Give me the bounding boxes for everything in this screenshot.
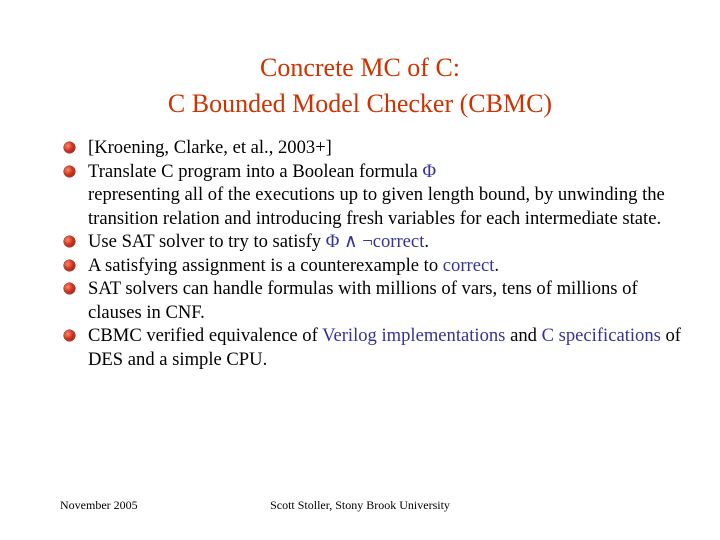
c-spec-highlight: C specifications	[541, 325, 661, 346]
bullet-item-cbmc-verified	[64, 324, 684, 371]
bullet-item-sat-scale	[64, 277, 684, 324]
bullet-text-continued: representing all of the executions up to given length bound, by unwinding the transition relation and introducing fresh variables for each intermediate state.	[88, 184, 670, 229]
bullet-text: SAT solvers can handle formulas with millions of vars, tens of millions of clauses in CNF.	[88, 278, 643, 323]
bullet-text-suffix: .	[494, 254, 500, 276]
red-sphere-bullet-icon	[64, 330, 75, 341]
red-sphere-bullet-icon	[64, 236, 75, 247]
bullet-text: Use SAT solver to try to satisfy	[88, 231, 326, 252]
bullet-item-translate	[64, 160, 684, 231]
verilog-highlight: Verilog implementations	[322, 325, 506, 346]
bullet-text-suffix: .	[424, 231, 430, 252]
slide-title-line-2: C Bounded Model Checker (CBMC)	[167, 89, 553, 118]
bullet-text: CBMC verified equivalence of	[88, 325, 323, 346]
slide-title-line-1: Concrete MC of C:	[259, 53, 461, 82]
red-sphere-bullet-icon	[64, 166, 75, 177]
red-sphere-bullet-icon	[64, 142, 75, 153]
bullet-text-mid: and	[505, 325, 542, 346]
phi-symbol: Φ	[422, 160, 437, 182]
bullet-item-sat-solver	[64, 230, 684, 254]
formula-highlight: Φ ∧ ¬correct	[325, 231, 425, 252]
red-sphere-bullet-icon	[64, 283, 75, 294]
footer-date: November 2005	[60, 498, 138, 512]
bullet-item-kroening	[64, 136, 684, 160]
red-sphere-bullet-icon	[64, 260, 75, 271]
bullet-item-counterexample	[64, 254, 684, 278]
bullet-text: A satisfying assignment is a counterexample to	[88, 254, 443, 276]
bullet-text-suffix: of DES and a simple CPU.	[88, 325, 686, 370]
bullet-list	[64, 136, 684, 371]
footer-author: Scott Stoller, Stony Brook University	[270, 498, 450, 512]
bullet-text: Translate C program into a Boolean formula	[88, 160, 423, 182]
correct-highlight: correct	[442, 254, 495, 276]
bullet-text: [Kroening, Clarke, et al., 2003+]	[88, 137, 332, 158]
slide-title	[0, 50, 720, 122]
